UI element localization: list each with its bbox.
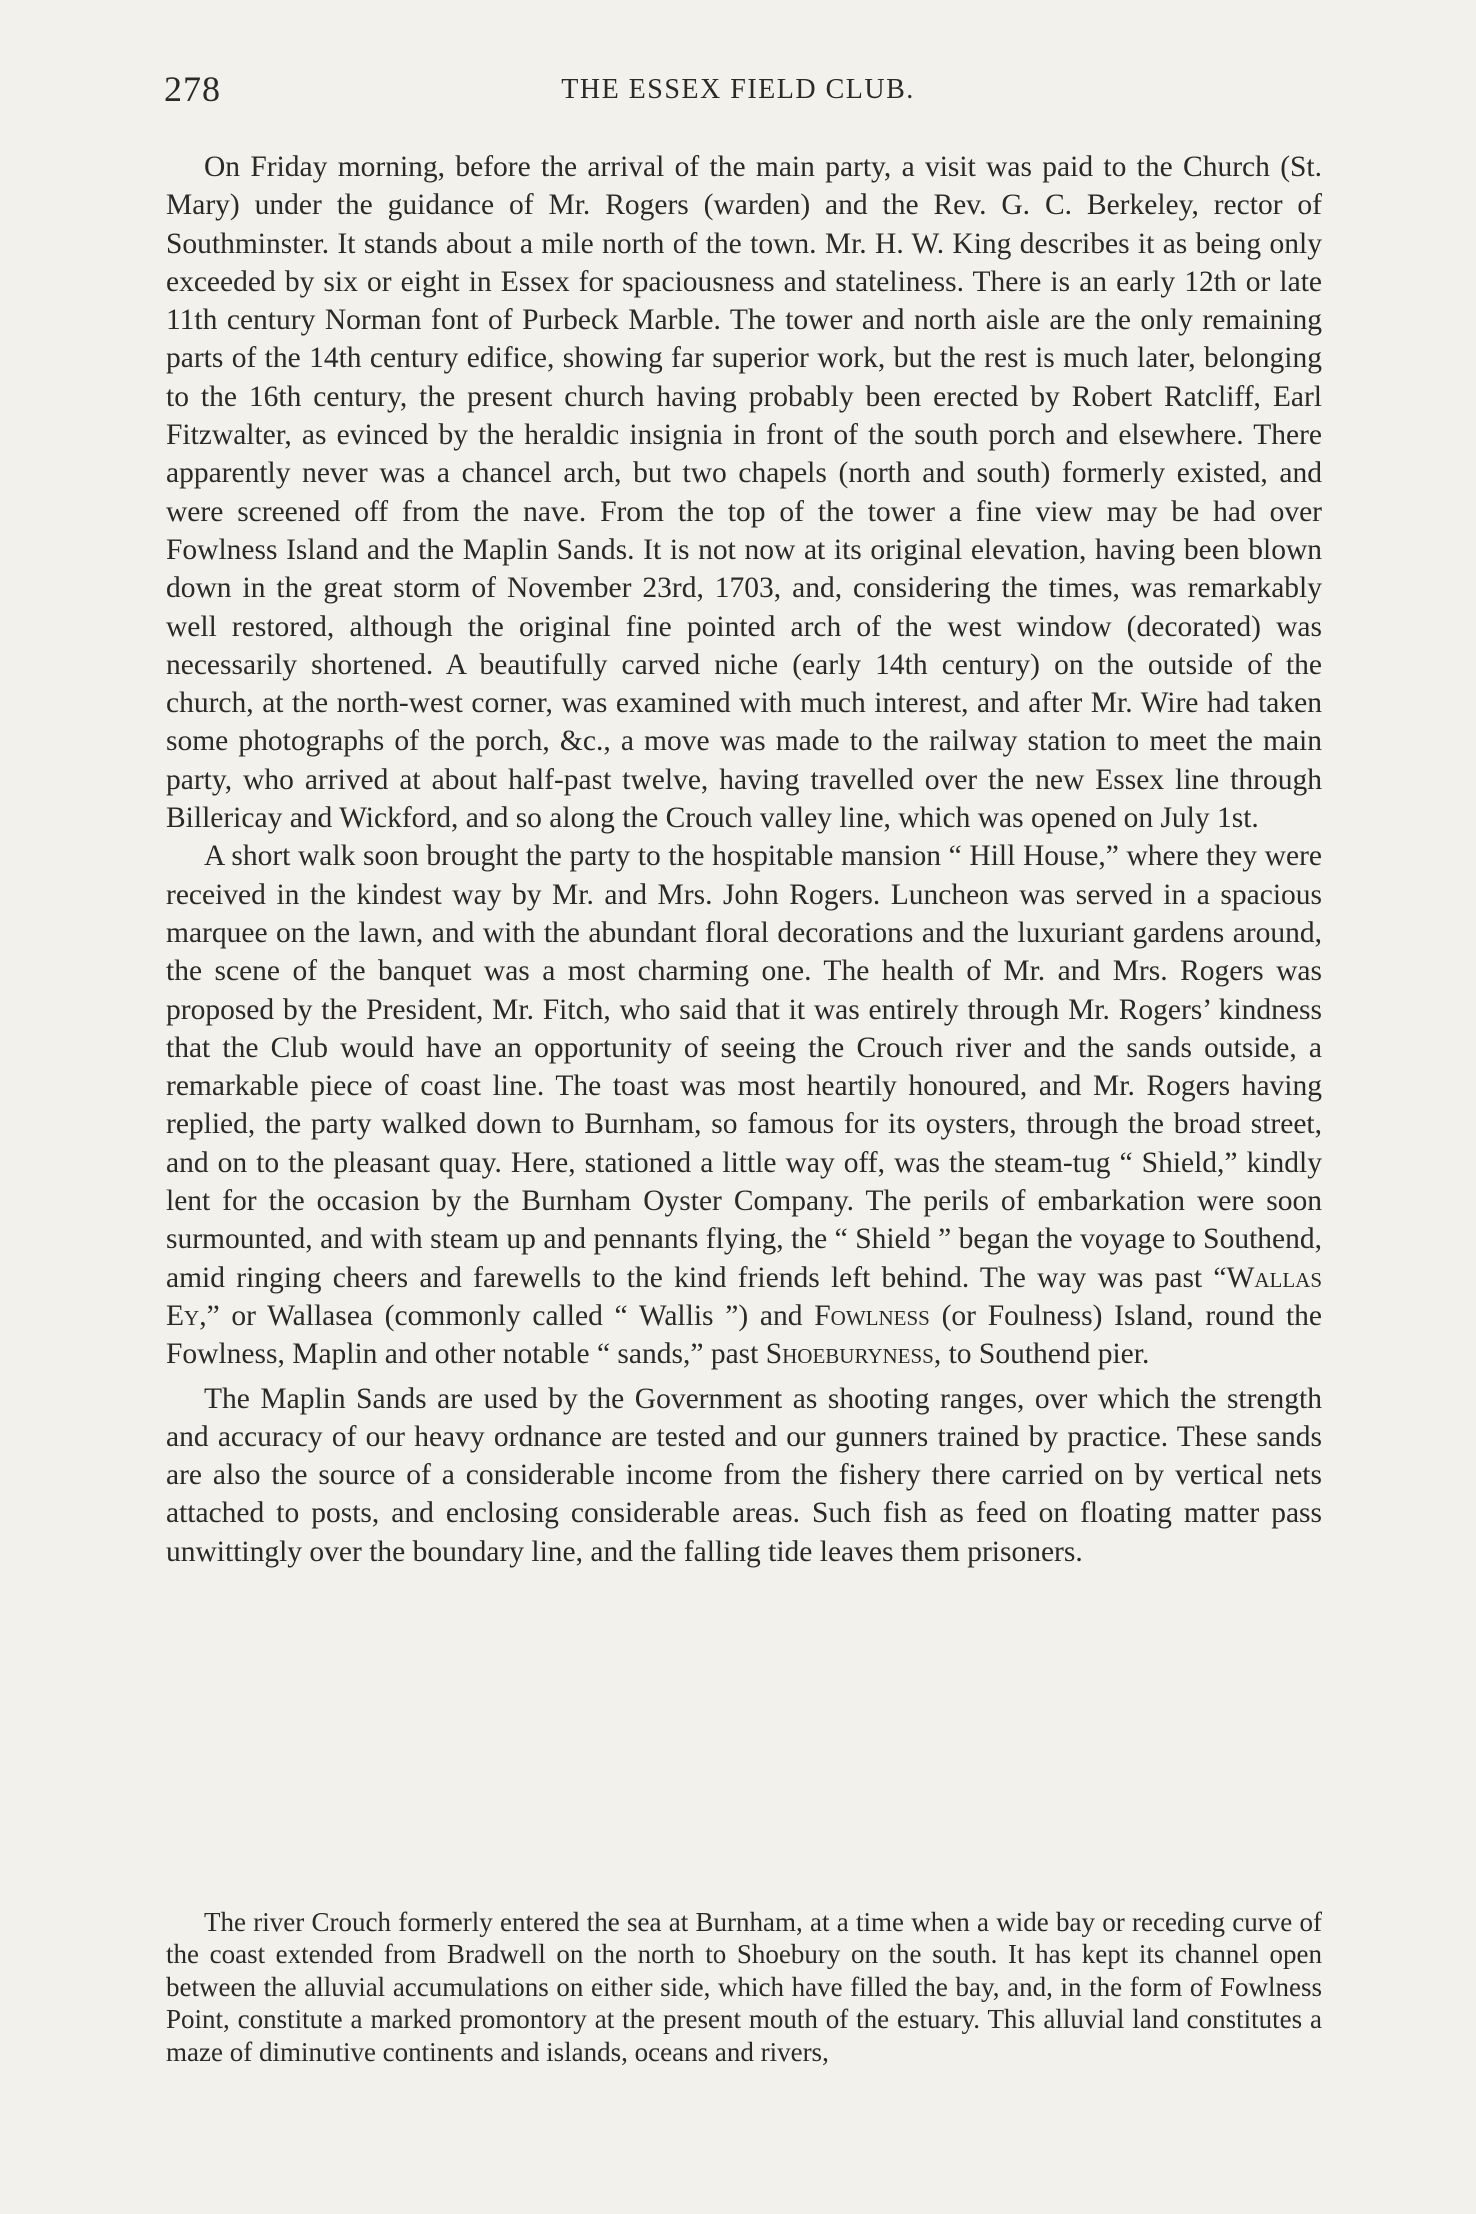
running-head: THE ESSEX FIELD CLUB. [561, 74, 915, 105]
paragraph-church-visit: On Friday morning, before the arrival of the main party, a visit was paid to the Church (St. Mary) under the guidance of Mr. Rogers (warden) and the Rev. G. C. Berkeley, rector of Southminster. It stands about a mile north of the town. Mr. H. W. King describes it as being only exceeded by six or eight in Essex for spaciousness and stateliness. There is an early 12th or late 11th century Norman font of Purbeck Marble. The tower and north aisle are the only remaining parts of the 14th century edifice, showing far superior work, but the rest is much later, belonging to the 16th century, the present church having probably been erected by Robert Ratcliff, Earl Fitzwalter, as evinced by the heraldic insignia in front of the south porch and elsewhere. There apparently never was a chancel arch, but two chapels (north and south) formerly existed, and were screened off from the nave. From the top of the tower a fine view may be had over Fowlness Island and the Maplin Sands. It is not now at its original elevation, having been blown down in the great storm of November 23rd, 1703, and, considering the times, was remarkably well restored, although the original fine pointed arch of the west window (decorated) was necessarily shortened. A beautifully carved niche (early 14th century) on the outside of the church, at the north-west corner, was examined with much interest, and after Mr. Wire had taken some photographs of the porch, &c., a move was made to the railway station to meet the main party, who arrived at about half-past twelve, having travelled over the new Essex line through Billericay and Wickford, and so along the Crouch valley line, which was opened on July 1st. [166, 151, 1322, 835]
paragraph-maplin-sands: The Maplin Sands are used by the Government as shooting ranges, over which the strength and accuracy of our heavy ordnance are tested and our gunners trained by practice. These sands are also the source of a considerable income from the fishery there carried on by vertical nets attached to posts, and enclosing considerable areas. Such fish as feed on floating matter pass unwittingly over the boundary line, and the falling tide leaves them prisoners. [166, 1382, 1322, 1568]
place-name-wallas-ey: Wallas Ey [166, 1261, 1322, 1332]
small-print-text [166, 1906, 1322, 2068]
paragraph-river-crouch: The river Crouch formerly entered the sea at Burnham, at a time when a wide bay or receding curve of the coast extended from Bradwell on the north to Shoebury on the south. It has kept its channel open between the alluvial accumulations on either side, which have filled the bay, and, in the form of Fowlness Point, constitute a marked promontory at the present mouth of the estuary. This alluvial land constitutes a maze of diminutive continents and islands, oceans and rivers, [166, 1907, 1322, 2067]
paragraph-text: (or Foulness) Island, round the Fowlness, Maplin and other notable “ sands,” past [166, 1299, 1322, 1371]
page-number: 278 [164, 69, 221, 109]
paragraph-text: ,” or Wallasea (commonly called “ Wallis ”) and [199, 1299, 815, 1332]
paragraph-text: , to Southend pier. [933, 1338, 1150, 1371]
paragraph-hill-house [166, 837, 1322, 1373]
paragraph-text: A short walk soon brought the party to the hospitable mansion “ Hill House,” where they were received in the kindest way by Mr. and Mrs. John Rogers. Luncheon was served in a spacious marquee on the lawn, and with the abundant floral decorations and the luxuriant gardens around, the scene of the banquet was a most charming one. The health of Mr. and Mrs. Rogers was proposed by the President, Mr. Fitch, who said that it was entirely through Mr. Rogers’ kindness that the Club would have an opportunity of seeing the Crouch river and the sands outside, a remarkable piece of coast line. The toast was most heartily honoured, and Mr. Rogers having replied, the party walked down to Burnham, so famous for its oysters, through the broad street, and on to the pleasant quay. Here, stationed a little way off, was the steam-tug “ Shield,” kindly lent for the occasion by the Burnham Oyster Company. The perils of embarkation were soon surmounted, and with steam up and pennants flying, the “ Shield ” began the voyage to Southend, amid ringing cheers and farewells to the kind friends left behind. The way was past “ [166, 840, 1322, 1294]
main-text [166, 148, 1322, 1571]
place-name-fowlness: Fowlness [814, 1299, 930, 1332]
place-name-shoeburyness: Shoeburyness [765, 1338, 934, 1371]
